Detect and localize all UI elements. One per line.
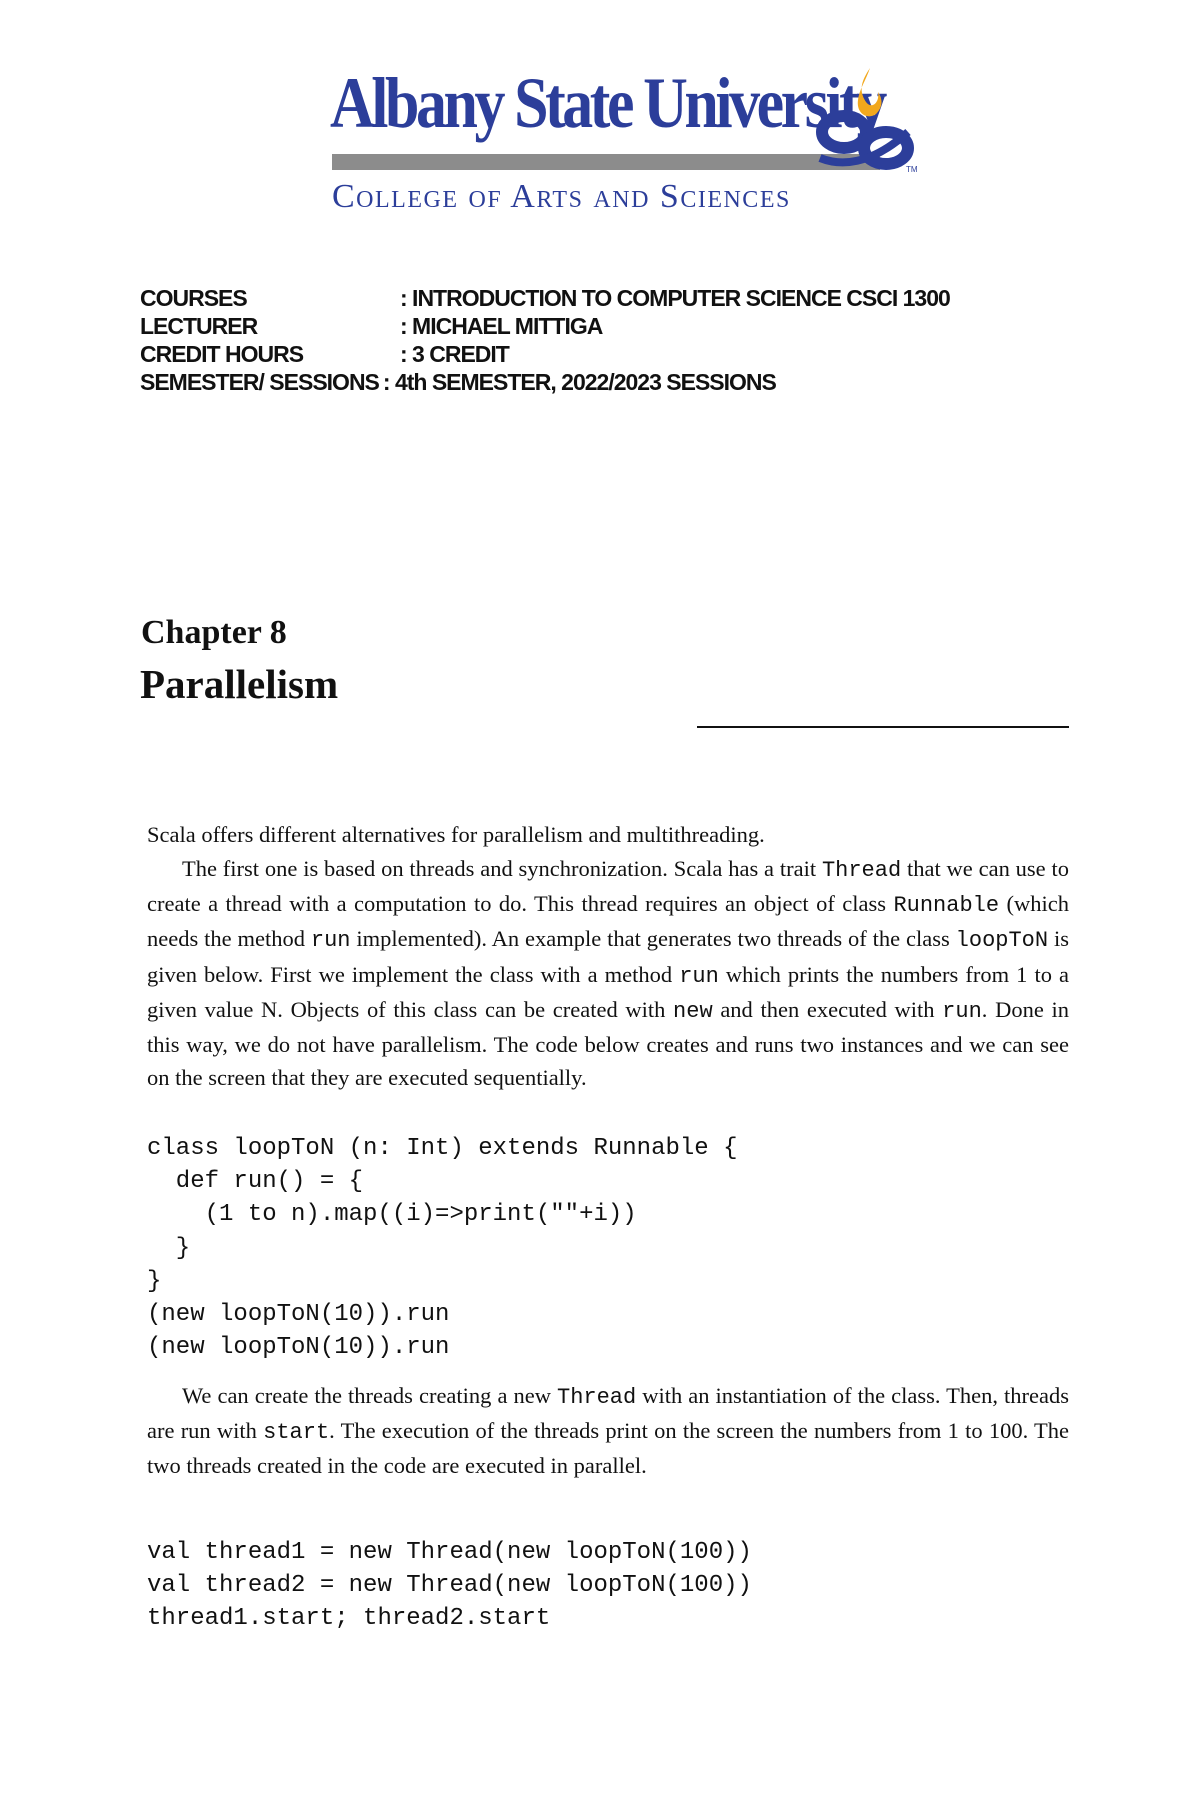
code-block-thread-start: val thread1 = new Thread(new loopToN(100)) val thread2 = new Thread(new loopToN(100)) thread1.start; thread2.start <box>147 1539 752 1633</box>
asu-flame-monogram-icon <box>810 62 920 174</box>
info-value: : MICHAEL MITTIGA <box>400 313 603 339</box>
code-block-looptoN: class loopToN (n: Int) extends Runnable { def run() = { (1 to n).map((i)=>print(""+i)) } } (new loopToN(10)).run (new loopToN(10)).run <box>147 1135 738 1362</box>
text-run: is given below. First we implement the class with a method <box>147 926 1069 987</box>
chapter-divider <box>697 726 1069 728</box>
paragraph-text: Scala offers different alternatives for parallelism and multithreading. <box>147 822 765 847</box>
chapter-title: Parallelism <box>140 661 339 707</box>
inline-code: Thread <box>557 1385 637 1410</box>
paragraph-parallel-threads <box>147 1379 1069 1483</box>
text-run: . The execution of the threads print on the screen the numbers from 1 to 100. The two threads created in the code are executed in parallel. <box>147 1418 1069 1479</box>
inline-code: new <box>673 998 713 1024</box>
inline-code: Thread <box>821 858 902 883</box>
paragraph-threads <box>147 852 1069 1094</box>
chapter-label: Chapter 8 <box>141 614 287 651</box>
text-run: We can create the threads creating a new <box>182 1383 557 1408</box>
info-row-courses <box>140 284 950 312</box>
course-info <box>140 284 950 396</box>
inline-code: run <box>679 963 719 989</box>
inline-code: run <box>942 998 982 1024</box>
info-row-lecturer <box>140 312 950 340</box>
text-run: (which needs the method <box>147 891 1069 952</box>
info-value: : INTRODUCTION TO COMPUTER SCIENCE CSCI 1300 <box>400 285 950 311</box>
inline-code: Runnable <box>893 893 1000 919</box>
info-label: LECTURER <box>140 313 258 339</box>
info-label: CREDIT HOURS <box>140 341 304 367</box>
logo-underline-bar <box>332 154 880 170</box>
svg-text:TM: TM <box>906 165 918 174</box>
inline-code: loopToN <box>955 928 1049 954</box>
text-run: . Done in this way, we do not have parallelism. The code below creates and runs two instances and we can see on the screen that they are executed sequentially. <box>147 996 1069 1091</box>
inline-code: run <box>310 928 351 954</box>
info-value: : 4th SEMESTER, 2022/2023 SESSIONS <box>382 369 776 395</box>
info-row-credit-hours <box>140 340 950 368</box>
info-row-semester <box>140 368 950 396</box>
text-run: which prints the numbers from 1 to a given value N. Objects of this class can be created with <box>147 961 1069 1022</box>
text-run: with an instantiation of the class. Then, threads are run with <box>147 1383 1069 1444</box>
paragraph-text <box>147 1379 1069 1483</box>
text-run: that we can use to create a thread with a computation to do. This thread requires an object of class <box>147 856 1069 917</box>
text-run: The first one is based on threads and synchronization. Scala has a trait <box>182 856 822 881</box>
inline-code: start <box>263 1420 330 1446</box>
text-run: and then executed with <box>712 996 943 1022</box>
text-run: implemented). An example that generates two threads of the class <box>350 926 956 952</box>
university-logo <box>330 60 920 220</box>
info-label: SEMESTER/ SESSIONS <box>140 369 379 395</box>
info-label: COURSES <box>140 285 247 311</box>
paragraph-text <box>147 852 1069 1094</box>
logo-title: Albany State University <box>330 63 884 143</box>
info-value: : 3 CREDIT <box>400 341 509 367</box>
paragraph-intro <box>147 818 1069 851</box>
logo-subtitle: College of Arts and Sciences <box>332 178 791 215</box>
